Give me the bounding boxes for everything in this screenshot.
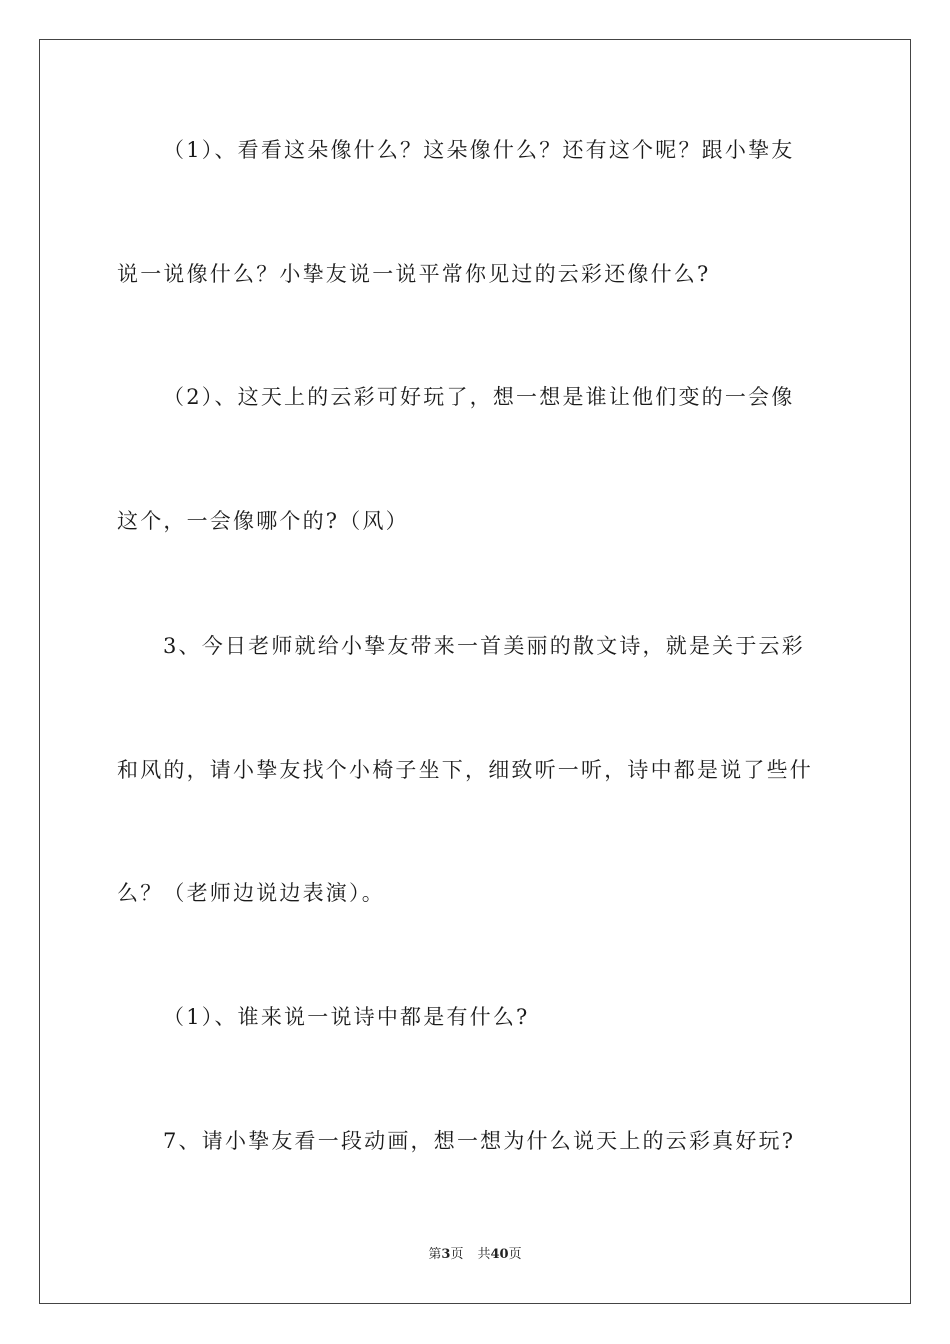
- paragraph-line-3: （2）、这天上的云彩可好玩了，想一想是谁让他们变的一会像: [163, 385, 795, 409]
- footer-total-suffix: 页: [508, 1247, 522, 1262]
- paragraph-line-4: 这个，一会像哪个的?（风）: [117, 509, 409, 533]
- paragraph-line-9: 7、请小挚友看一段动画，想一想为什么说天上的云彩真好玩?: [163, 1129, 796, 1153]
- footer-total-prefix: 共: [477, 1247, 491, 1262]
- page-border: [39, 39, 911, 1304]
- paragraph-line-2: 说一说像什么？小挚友说一说平常你见过的云彩还像什么?: [117, 262, 711, 286]
- page-footer: [0, 1247, 950, 1263]
- footer-total-pages: 40: [490, 1247, 509, 1262]
- paragraph-line-7: 么？（老师边说边表演）。: [117, 881, 385, 905]
- paragraph-line-1: （1）、看看这朵像什么？这朵像什么？还有这个呢？跟小挚友: [163, 138, 795, 162]
- paragraph-line-6: 和风的，请小挚友找个小椅子坐下，细致听一听，诗中都是说了些什: [117, 758, 813, 782]
- footer-page-number: 3: [441, 1247, 451, 1262]
- paragraph-line-8: （1）、谁来说一说诗中都是有什么?: [163, 1005, 530, 1029]
- paragraph-line-5: 3、今日老师就给小挚友带来一首美丽的散文诗，就是关于云彩: [163, 634, 805, 658]
- footer-page-prefix: 第: [428, 1247, 442, 1262]
- footer-page-suffix: 页: [450, 1247, 464, 1262]
